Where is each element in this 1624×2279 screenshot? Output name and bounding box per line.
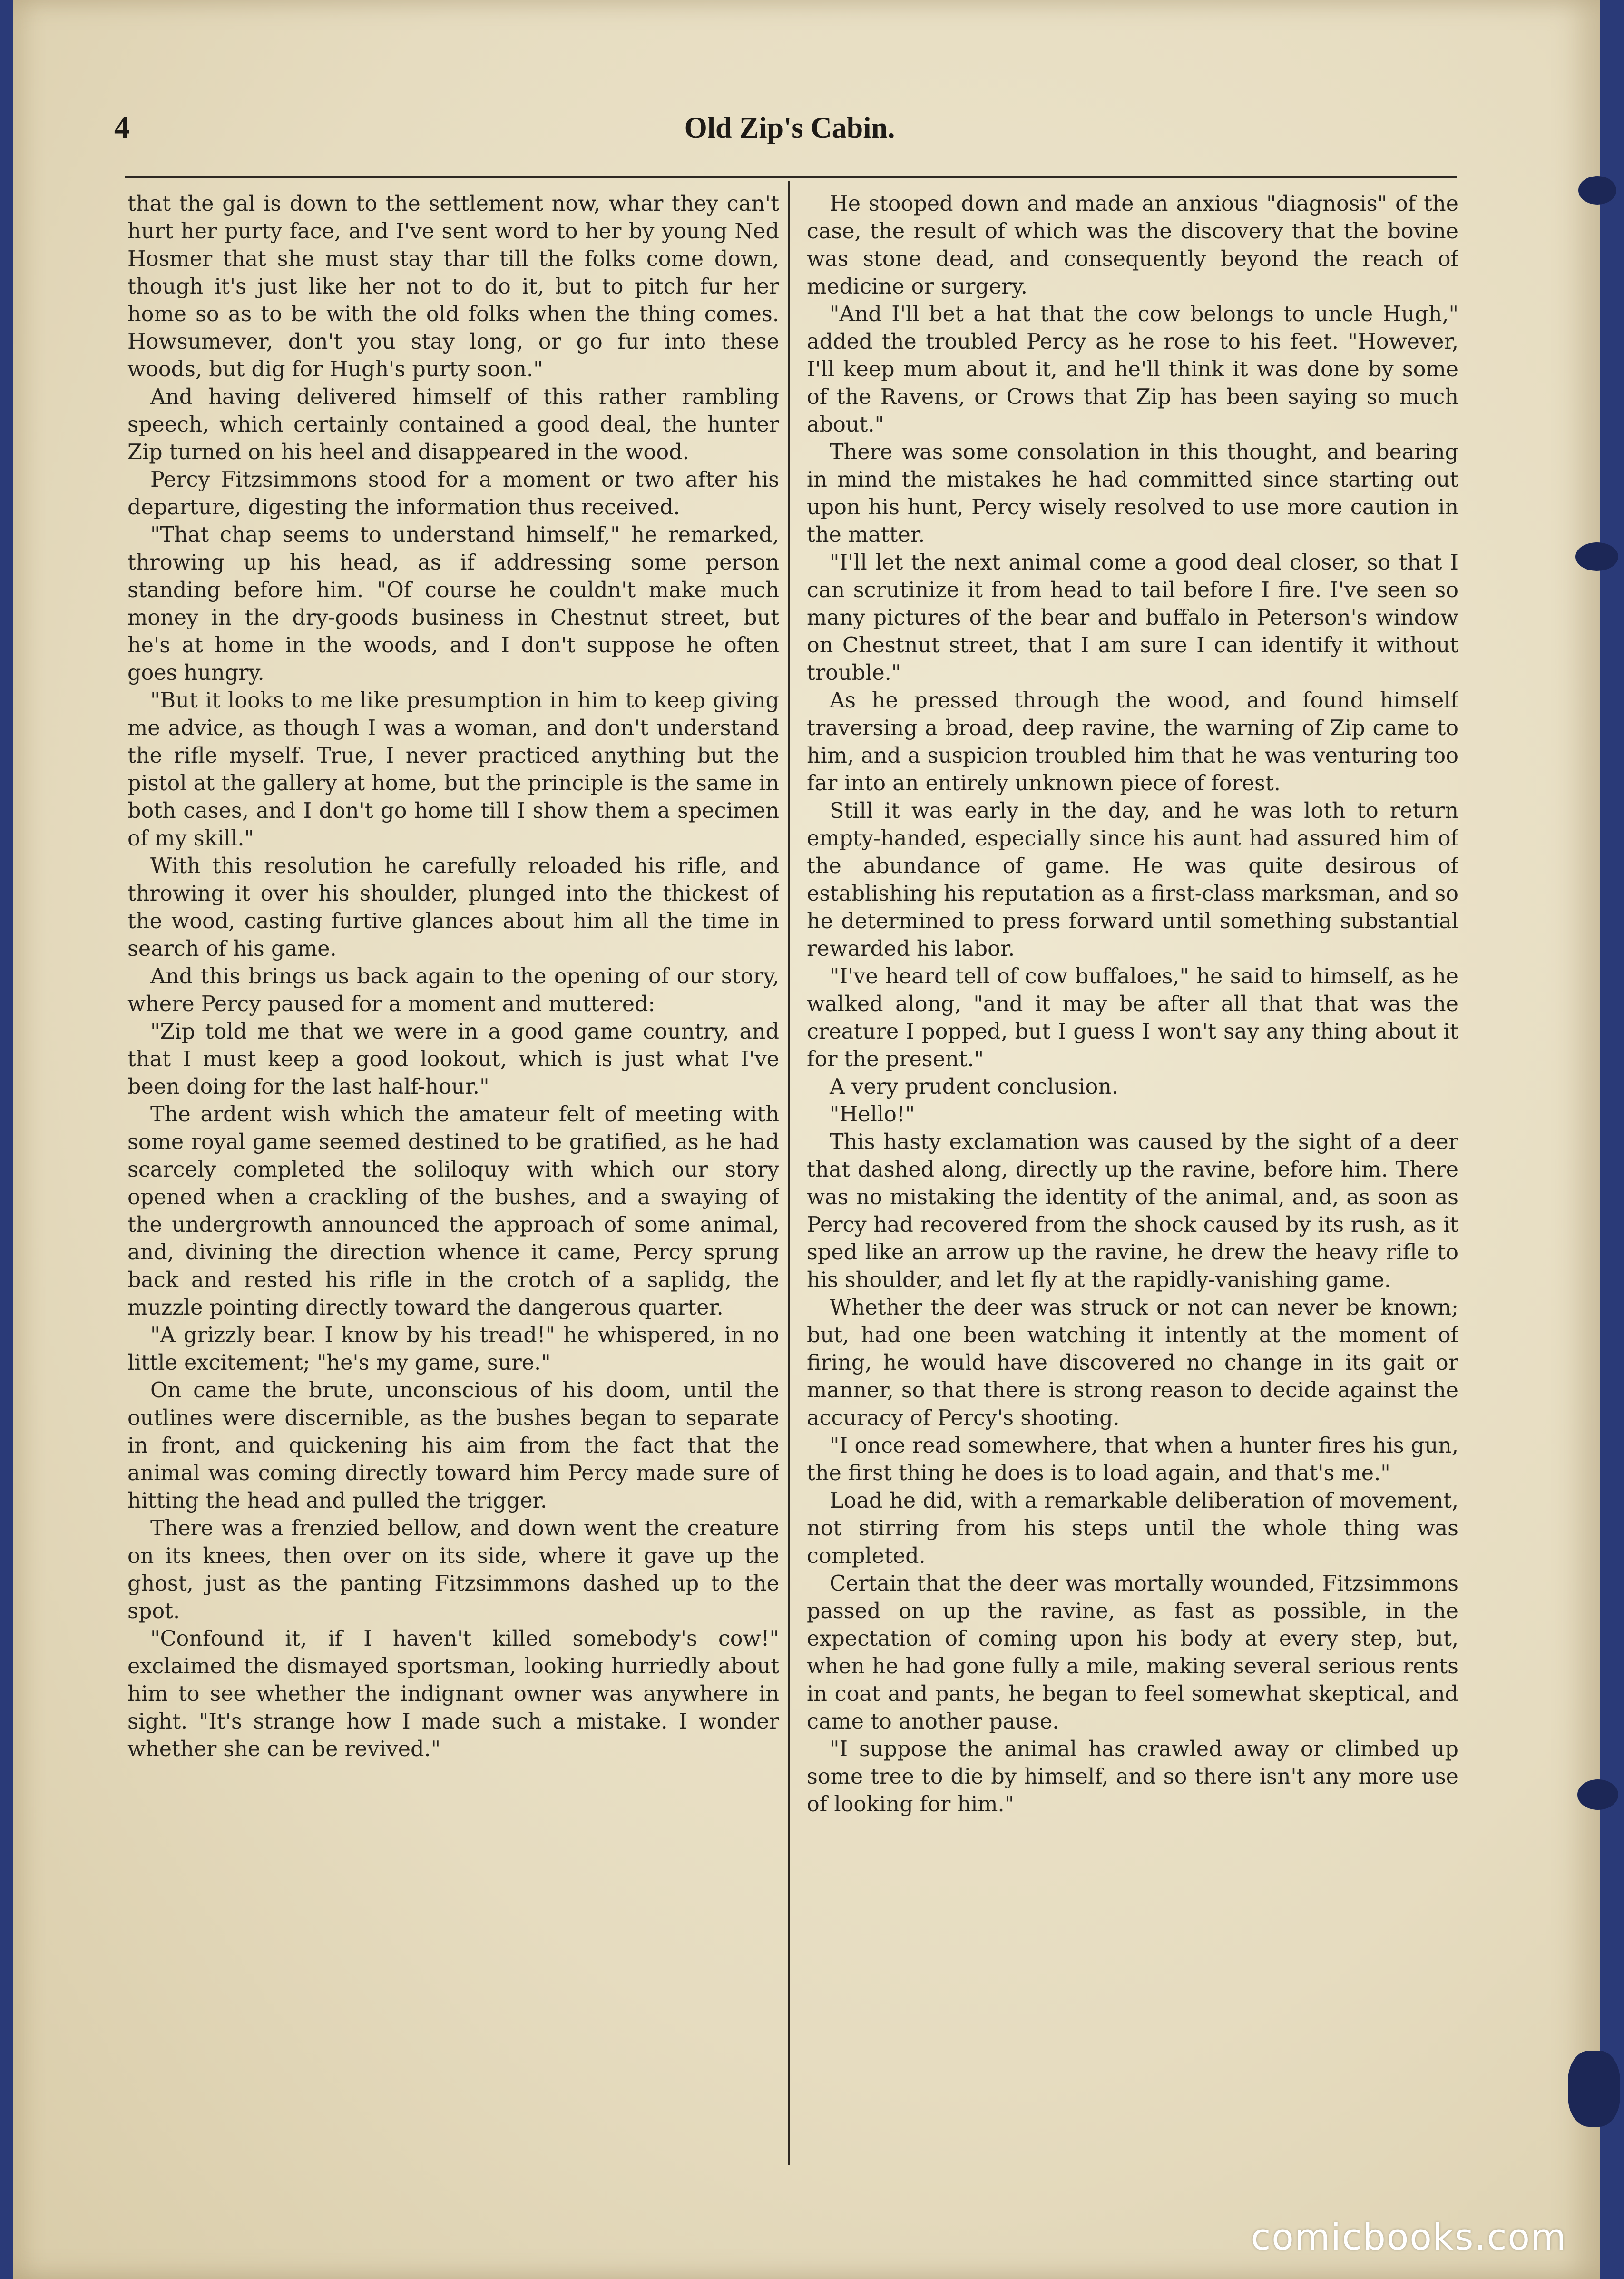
paragraph: Percy Fitzsimmons stood for a moment or two after his departure, digesting the information thus received. — [127, 468, 779, 520]
paragraph: There was a frenzied bellow, and down went the creature on its knees, then over on its side, where it gave up the ghost, just as the panting Fitzsimmons dashed up to the spot. — [127, 1516, 779, 1623]
paragraph: "And I'll bet a hat that the cow belongs to uncle Hugh," added the troubled Percy as he rose to his feet. "However, I'll keep mum about it, and he'll think it was done by some of the Ravens, or Crows that Zip has been saying so much about." — [807, 302, 1458, 437]
column-divider — [788, 181, 790, 2165]
paragraph: "That chap seems to understand himself," he remarked, throwing up his head, as if addressing some person standing before him. "Of course he couldn't make much money in the dry-goods business in Chestnut street, but he's at home in the woods, and I don't suppose he often goes hungry. — [127, 523, 779, 685]
running-title: Old Zip's Cabin. — [684, 112, 895, 144]
paragraph: He stooped down and made an anxious "diagnosis" of the case, the result of which was the discovery that the bovine was stone dead, and consequently beyond the reach of medicine or surgery. — [807, 192, 1458, 299]
paragraph: With this resolution he carefully reloaded his rifle, and throwing it over his shoulder, plunged into the thickest of the wood, casting furtive glances about him all the time in search of his game. — [127, 854, 779, 961]
binding-hole — [1578, 176, 1616, 205]
paragraph: "A grizzly bear. I know by his tread!" he whispered, in no little excitement; "he's my game, sure." — [127, 1323, 779, 1375]
paragraph: "Zip told me that we were in a good game country, and that I must keep a good lookout, which is just what I've been doing for the last half-hour." — [127, 1020, 779, 1099]
paragraph: And having delivered himself of this rather rambling speech, which certainly contained a good deal, the hunter Zip turned on his heel and disappeared in the wood. — [127, 385, 779, 464]
binding-hole — [1575, 542, 1618, 571]
paragraph: On came the brute, unconscious of his doom, until the outlines were discernible, as the bushes began to separate in front, and quickening his aim from the fact that the animal was coming directly toward him Percy made sure of hitting the head and pulled the trigger. — [127, 1378, 779, 1513]
paragraph: "I'll let the next animal come a good deal closer, so that I can scrutinize it from head to tail before I fire. I've seen so many pictures of the bear and buffalo in Peterson's window on Chestnut street, that I am sure I can identify it without trouble." — [807, 550, 1458, 685]
paragraph: As he pressed through the wood, and found himself traversing a broad, deep ravine, the warning of Zip came to him, and a suspicion troubled him that he was venturing too far into an entirely unknown piece of forest. — [807, 688, 1458, 796]
paragraph: The ardent wish which the amateur felt of meeting with some royal game seemed destined to be gratified, as he had scarcely completed the soliloquy with which our story opened when a crackling of the bushes, and a swaying of the undergrowth announced the approach of some animal, and, divining the direction whence it came, Percy sprung back and rested his rifle in the crotch of a saplidg, the muzzle pointing directly toward the dangerous quarter. — [127, 1102, 779, 1320]
paragraph: "I've heard tell of cow buffaloes," he said to himself, as he walked along, "and it may be after all that that was the creature I popped, but I guess I won't say any thing about it for the present." — [807, 964, 1458, 1071]
paragraph: Still it was early in the day, and he was loth to return empty-handed, especially since his aunt had assured him of the abundance of game. He was quite desirous of establishing his reputation as a first-class marksman, and so he determined to press forward until something substantial rewarded his labor. — [807, 799, 1458, 961]
paragraph: "Confound it, if I haven't killed somebody's cow!" exclaimed the dismayed sportsman, looking hurriedly about him to see whether the indignant owner was anywhere in sight. "It's strange how I made such a mistake. I wonder whether she can be revived." — [127, 1627, 779, 1761]
paragraph: This hasty exclamation was caused by the sight of a deer that dashed along, directly up the ravine, before him. There was no mistaking the identity of the animal, and, as soon as Percy had recovered from the shock caused by its rush, as it sped like an arrow up the ravine, he drew the heavy rifle to his shoulder, and let fly at the rapidly-vanishing game. — [807, 1130, 1458, 1292]
paragraph: "Hello!" — [830, 1102, 915, 1127]
page-number: 4 — [114, 110, 130, 145]
paragraph: A very prudent conclusion. — [830, 1075, 1119, 1099]
paragraph: Certain that the deer was mortally wounded, Fitzsimmons passed on up the ravine, as fast as possible, in the expectation of coming upon his body at every step, but, when he had gone fully a mile, making several serious rents in coat and pants, he began to feel somewhat skeptical, and came to another pause. — [807, 1572, 1458, 1734]
header-rule — [125, 176, 1457, 178]
site-watermark: comicbooks.com — [1251, 2216, 1567, 2258]
left-column — [127, 190, 779, 2165]
paragraph: Load he did, with a remarkable deliberation of movement, not stirring from his steps until the whole thing was completed. — [807, 1489, 1458, 1568]
paragraph: "I once read somewhere, that when a hunter fires his gun, the first thing he does is to load again, and that's me." — [807, 1434, 1458, 1485]
paragraph: And this brings us back again to the opening of our story, where Percy paused for a moment and muttered: — [127, 964, 779, 1016]
binding-hole — [1577, 1779, 1618, 1810]
right-column — [807, 190, 1458, 2165]
paragraph: Whether the deer was struck or not can never be known; but, had one been watching it intently at the moment of firing, he would have discovered no change in its gait or manner, so that there is strong reason to decide against the accuracy of Percy's shooting. — [807, 1296, 1458, 1430]
page-header — [114, 109, 1465, 157]
paragraph: "But it looks to me like presumption in him to keep giving me advice, as though I was a woman, and don't understand the rifle myself. True, I never practiced anything but the pistol at the gallery at home, but the principle is the same in both cases, and I don't go home till I show them a specimen of my skill." — [127, 688, 779, 851]
paragraph: "I suppose the animal has crawled away or climbed up some tree to die by himself, and so there isn't any more use of looking for him." — [807, 1737, 1458, 1817]
binding-spine — [1600, 0, 1624, 2279]
binding-hole — [1568, 2051, 1620, 2127]
paragraph: that the gal is down to the settlement now, whar they can't hurt her purty face, and I've sent word to her by young Ned Hosmer that she must stay thar till the folks come down, though it's just like her not to do it, but to pitch fur her home so as to be with the old folks when the thing comes. Howsumever, don't you stay long, or go fur into these woods, but dig for Hugh's purty soon." — [127, 192, 779, 382]
paragraph: There was some consolation in this thought, and bearing in mind the mistakes he had committed since starting out upon his hunt, Percy wisely resolved to use more caution in the matter. — [807, 440, 1458, 547]
